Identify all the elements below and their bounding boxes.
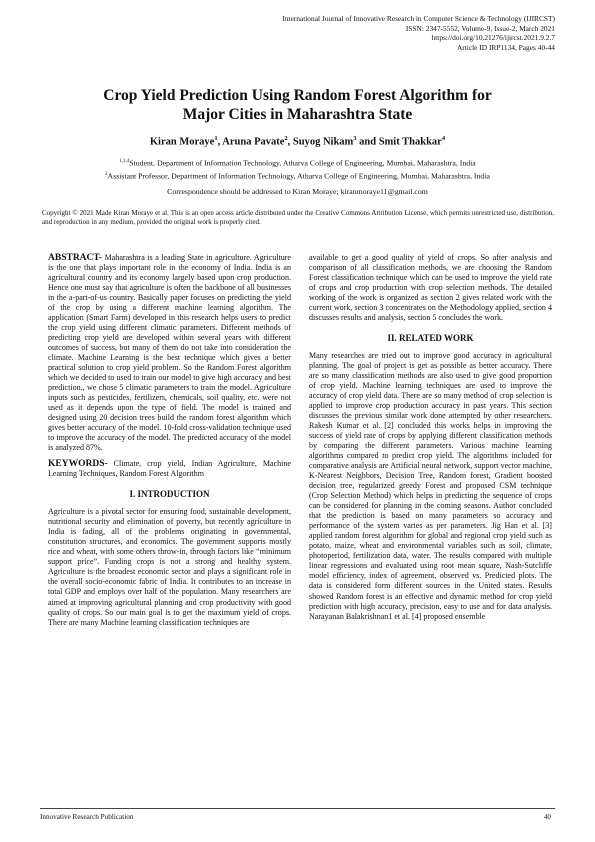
article-id: Article ID IRP1134, Pages 40-44: [456, 42, 555, 52]
author-superscript: 4: [441, 135, 446, 142]
related-work-text: Many researches are tried out to improve good accuracy in agricultural planning. The goal of project is get as possible as better accuracy. There are so many classification methods are also used to give good proportion of crop yield. Machine learning techniques are used to improve the accuracy of crop yield data. There are so many method of crop selection is applied to improve crop production accuracy in past years. This section discusses the previous similar work done attempted by other researchers. Rakesh Kumar et al. [2] concluded this works helps in improving the success of yield rate of crops by applying different classification methods by comparing the different parameters. Various machine learning algorithms compared to predict crop yield. The algorithms included for comparative analysis are Artificial neural network, support vector machine, K-Nearest Neighbors, Decision Tree, Random forest, Gradient boosted decision tree, regularized greedy Forest and proposed CSM technique (Crop Selection Method) which helps in predicting the sequence of crops can be considered for planning in the coming seasons. Author concluded that the prediction is based on many parameters so accuracy and performance of the system varies as per parameters. Jig Han et al. [3] applied random forest algorithm for global and regional crop yield such as potato, maize, wheat and environmental variables such as soil, climate, photoperiod, fertilization data, water. The results compared with multiple linear regressions and evaluated using root mean square, Nash-Sutcliffe model efficiency, index of agreement, observed vs. Predicted plots. The data is considered form different sources in the United states. Results showed Random forest is an effective and dynamic method for crop yield prediction with high accuracy, precision, easy to use and for data analysis. Narayanan Balakrishnan1 et al. [4] proposed ensemble: [309, 351, 552, 621]
affiliation-superscript: 1,3,4: [119, 159, 130, 164]
abstract: [48, 253, 291, 453]
abstract-text: Maharashtra is a leading State in agriculture. Agriculture is the one that plays important role in the economy of India. India is an agricultural country and its economy largely based upon crop production. Hence one must say that agriculture is often the backbone of all businesses in the a-part-of-us country. Basically paper focuses on predicting the yield of the crop by using a different machine learning algorithm. The application (Smart Farm) developed in this research helps users to predict the crop yield using different climatic parameters. Different methods of predicting crop yield are developed within several years with different outcomes of success, but many of them do not take into consideration the climate. Machine Learning is the best technique which gives a better practical solution to crop yield problem. So the Random Forest algorithm which we decided to used to train our model to give high accuracy and best prediction., we chose 5 climatic parameters to train the model. Agriculture inputs such as pesticides, fertilizers, chemicals, soil quality, etc. were not used as it depends upon the type of field. The model is trained and designed using 20 decision trees build the random forest algorithm which gives better accuracy of the model. 10-fold cross-validation technique used to improve the accuracy of the model. The predicted accuracy of the model is analyzed 87%.: [48, 253, 291, 453]
footer-divider: [40, 808, 555, 809]
introduction-text: Agriculture is a pivotal sector for ensuring food, sustainable development, nutritional security and elimination of poverty, but recently agriculture in India is fading, all of the problems originating in governmental, constitution structures, and economics. The government supports mostly rice and wheat, with some others throw-in, through factors like “minimum support price”. Funding crops is not a strong and healthy system. Agriculture is the broadest economic sector and plays a significant role in the overall socio-economic fabric of India. It contributes to an increase in total GDP and employs over half of the population. Many researchers are aimed at improving agricultural planning and crop productivity with good quality of crops. So our main goal is to get the maximum yield of crops. There are many Machine learning classification techniques are: [48, 507, 291, 627]
author-name: Aruna Pavate: [222, 136, 285, 148]
introduction-continued-text: available to get a good quality of yield of crops. So after analysis and comparison of all classification methods, we are choosing the Random Forest classification technique which can be used to improve the yield rate of crops and crop production with crop selection methods. The detailed working of the work is organized as section 2 gives related work with the current work, section 3 concentrates on the Methodology applied, section 4 discusses results and analysis, section 5 concludes the work.: [309, 253, 552, 323]
author-superscript: 3: [353, 135, 357, 142]
author-separator: ,: [287, 136, 293, 148]
abstract-label: ABSTRACT-: [48, 253, 103, 263]
author-name: Kiran Moraye: [149, 136, 215, 148]
author-list: [40, 135, 555, 148]
affiliation-text: Student, Department of Information Technology, Atharva College of Engineering, Mumbai, Maharashtra, India: [129, 158, 476, 168]
author-name: Smit Thakkar: [378, 136, 442, 148]
issn-line: ISSN: 2347-5552, Volume-9, Issue-2, March 2021: [405, 23, 555, 33]
author-superscript: 2: [284, 135, 288, 142]
keywords-text: Climate, crop yield, Indian Agriculture, Machine Learning Techniques, Random Forest Algorithm: [48, 459, 291, 479]
footer-publisher: Innovative Research Publication: [40, 813, 134, 821]
author-separator: and: [356, 136, 379, 148]
keywords-label: KEYWORDS-: [48, 459, 108, 470]
author-separator: ,: [217, 136, 223, 148]
right-column: [309, 253, 552, 622]
left-column: [48, 253, 291, 628]
title-line-1: Crop Yield Prediction Using Random Forest Algorithm for: [103, 87, 492, 104]
section-heading-introduction: I. INTRODUCTION: [129, 489, 210, 500]
affiliation-students: [30, 157, 565, 169]
page-number: 40: [543, 813, 551, 821]
journal-header: [135, 14, 555, 52]
affiliation-professor: [30, 170, 565, 182]
section-heading-related-work: II. RELATED WORK: [387, 333, 474, 344]
copyright-notice: Copyright © 2021 Made Kiran Moraye et al. This is an open access article distributed under the Creative Commons Attribution License, which permits unrestricted use, distribution, and reproduction in any medium, provided the original work is properly cited.: [42, 209, 554, 227]
journal-name: International Journal of Innovative Research in Computer Science & Technology (IJIRCST): [282, 14, 555, 23]
affiliation-text: Assistant Professor, Department of Information Technology, Atharva College of Engineering, Mumbai, Maharashtra, India: [107, 171, 490, 181]
doi-link[interactable]: https://doi.org/10.21276/ijircst.2021.9.2.7: [431, 33, 555, 43]
author-name: Suyog Nikam: [292, 136, 354, 148]
paper-title: [40, 87, 555, 124]
author-superscript: 1: [214, 135, 218, 142]
affiliation-superscript: 2: [105, 172, 108, 177]
keywords: [48, 459, 291, 479]
title-line-2: Major Cities in Maharashtra State: [182, 105, 413, 123]
correspondence-line: Correspondence should be addressed to Kiran Moraye; kiranmoraye11@gmail.com: [167, 187, 428, 196]
